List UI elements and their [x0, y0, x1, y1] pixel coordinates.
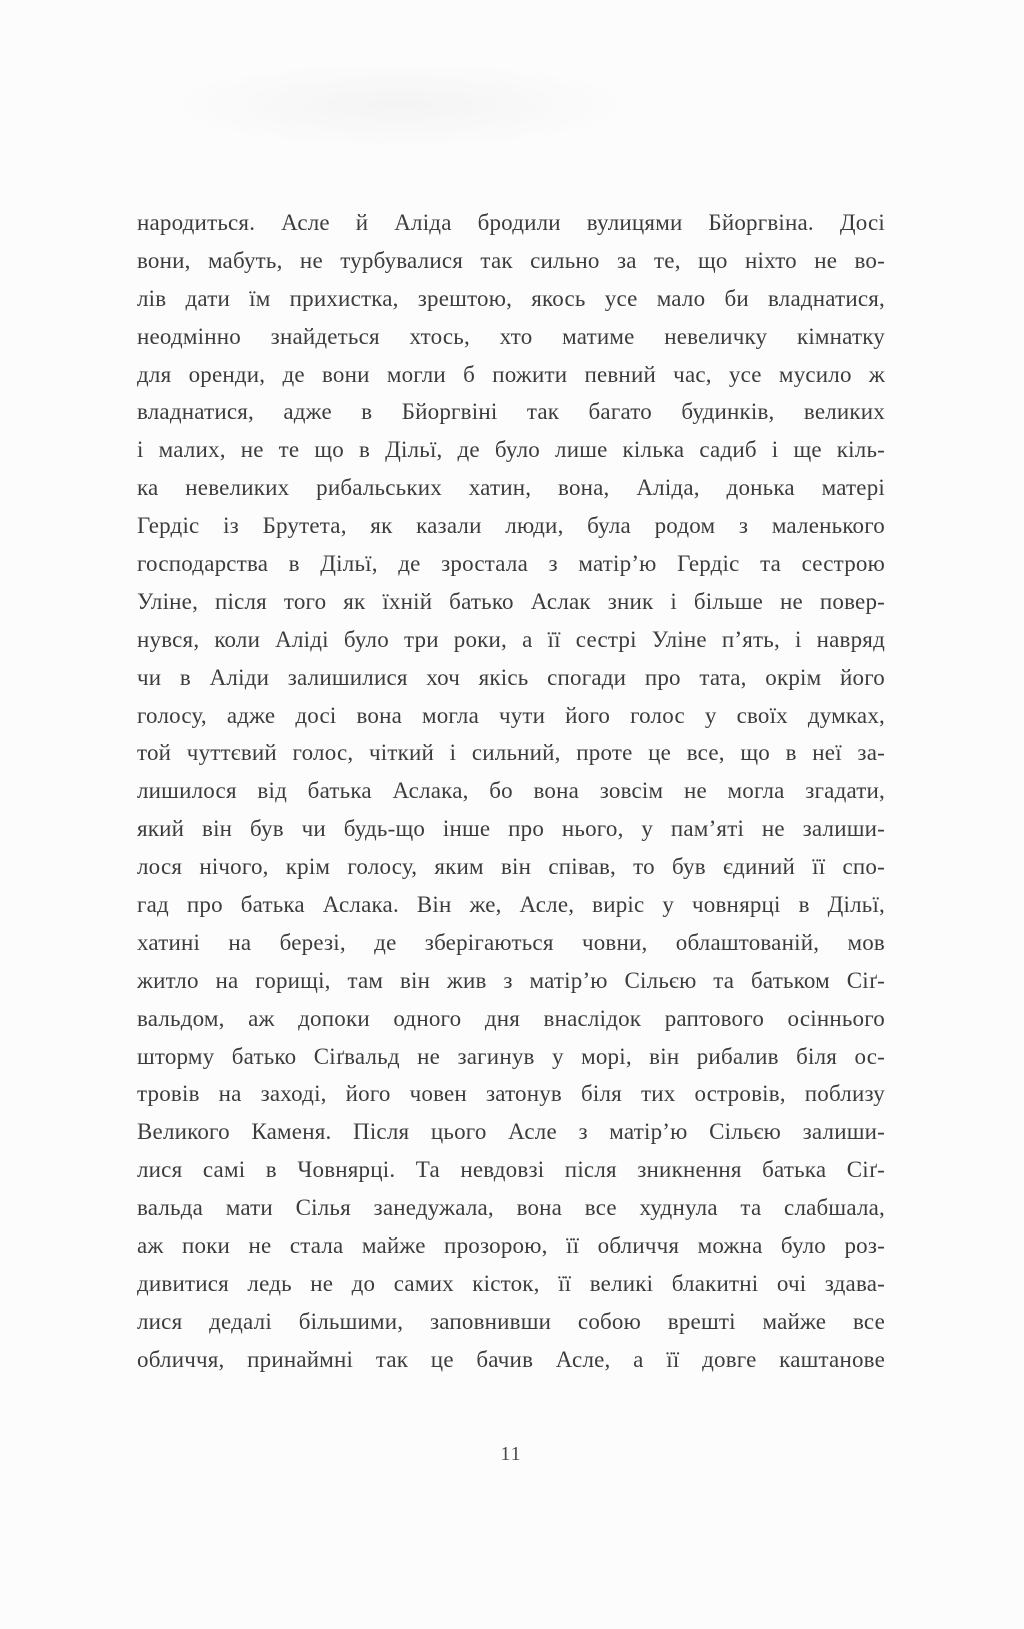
text-line: нувся, коли Аліді було три роки, а її сестрі Уліне п’ять, і навряд — [137, 626, 885, 652]
text-line: для оренди, де вони могли б пожити певний час, усе мусило ж — [137, 361, 885, 387]
text-line: вони, мабуть, не турбувалися так сильно за те, що ніхто не во- — [137, 247, 885, 273]
text-line: Великого Каменя. Після цього Асле з матір’ю Сільєю залиши- — [137, 1119, 885, 1145]
text-line: тровів на заході, його човен затонув біля тих островів, поблизу — [137, 1081, 885, 1107]
text-line: гад про батька Аслака. Він же, Асле, виріс у човнярці в Дільї, — [137, 892, 885, 918]
text-line: лися дедалі більшими, заповнивши собою врешті майже все — [137, 1308, 885, 1334]
text-line: господарства в Дільї, де зростала з матір’ю Гердіс та сестрою — [137, 551, 885, 577]
text-line: обличчя, принаймні так це бачив Асле, а її довге каштанове — [137, 1346, 885, 1372]
text-line: і малих, не те що в Дільї, де було лише кілька садиб і ще кіль- — [137, 437, 885, 463]
text-line: лів дати їм прихистка, зрештою, якось усе мало би владнатися, — [137, 285, 885, 311]
text-line: народиться. Асле й Аліда бродили вулицями Бйоргвіна. Досі — [137, 210, 885, 235]
text-line: житло на горищі, там він жив з матір’ю Сільєю та батьком Сіґ- — [137, 967, 885, 993]
text-line: неодмінно знайдеться хтось, хто матиме невеличку кімнатку — [137, 323, 885, 349]
text-line: вальдом, аж допоки одного дня внаслідок раптового осіннього — [137, 1005, 885, 1031]
text-line: чи в Аліди залишилися хоч якісь спогади про тата, окрім його — [137, 664, 885, 690]
text-line: ка невеликих рибальських хатин, вона, Аліда, донька матері — [137, 475, 885, 501]
text-line: лися самі в Човнярці. Та невдовзі після зникнення батька Сіґ- — [137, 1157, 885, 1183]
scan-smudge — [160, 60, 640, 150]
text-line: дивитися ледь не до самих кісток, її великі блакитні очі здава- — [137, 1270, 885, 1296]
text-line: голосу, адже досі вона могла чути його голос у своїх думках, — [137, 702, 885, 728]
text-line: аж поки не стала майже прозорою, її обличчя можна було роз- — [137, 1233, 885, 1259]
text-line: шторму батько Сіґвальд не загинув у морі, він рибалив біля ос- — [137, 1043, 885, 1069]
text-line: Уліне, після того як їхній батько Аслак зник і більше не повер- — [137, 588, 885, 614]
text-line: Гердіс із Брутета, як казали люди, була родом з маленького — [137, 513, 885, 539]
text-line: хатині на березі, де зберігаються човни, облаштованій, мов — [137, 929, 885, 955]
text-line: той чуттєвий голос, чіткий і сильний, проте це все, що в неї за- — [137, 740, 885, 766]
text-line: який він був чи будь-що інше про нього, у пам’яті не залиши- — [137, 816, 885, 842]
text-line: лося нічого, крім голосу, яким він співав, то був єдиний її спо- — [137, 854, 885, 880]
body-text — [137, 204, 885, 1379]
page-number: 11 — [500, 1443, 522, 1465]
text-line: владнатися, адже в Бйоргвіні так багато будинків, великих — [137, 399, 885, 425]
text-line: лишилося від батька Аслака, бо вона зовсім не могла згадати, — [137, 778, 885, 804]
text-line: вальда мати Сілья занедужала, вона все худнула та слабшала, — [137, 1195, 885, 1221]
